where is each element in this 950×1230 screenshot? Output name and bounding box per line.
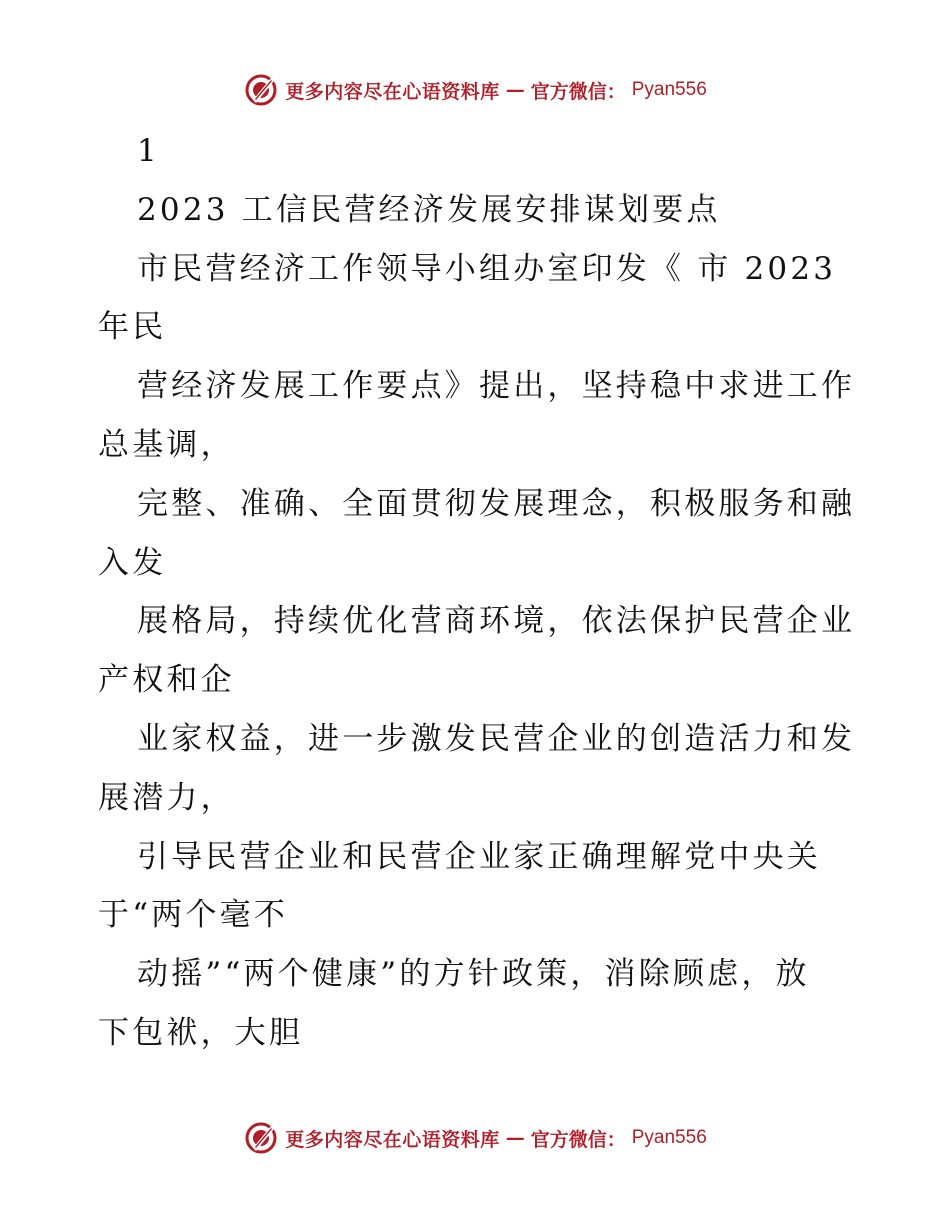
wechat-id: Pyan556 xyxy=(631,79,707,100)
footer-watermark xyxy=(0,1118,950,1158)
text-line: 完整、准确、全面贯彻发展理念，积极服务和融 xyxy=(137,485,856,522)
text-line: 产权和企 xyxy=(98,662,235,699)
quill-logo-icon xyxy=(243,72,279,108)
header-watermark xyxy=(0,70,950,110)
text-line: 于“两个毫不 xyxy=(98,897,289,934)
wechat-label: 官方微信： xyxy=(530,80,626,103)
brand-text: 更多内容尽在心语资料库 xyxy=(285,1128,500,1151)
document-body xyxy=(98,122,858,1063)
text-line: 业家权益，进一步激发民营企业的创造活力和发 xyxy=(137,720,856,757)
text-line: 动摇”“两个健康”的方针政策，消除顾虑，放 xyxy=(137,956,810,993)
text-line: 下包袱，大胆 xyxy=(98,1014,304,1051)
text-line: 入发 xyxy=(98,544,167,581)
wechat-label: 官方微信： xyxy=(530,1128,626,1151)
text-line: 展潜力， xyxy=(98,779,235,816)
text-line: 1 xyxy=(137,133,160,169)
brand-dash: — xyxy=(505,1127,525,1149)
text-line: 营经济发展工作要点》提出，坚持稳中求进工作 xyxy=(137,368,856,405)
text-line: 市民营经济工作领导小组办室印发《 市 2023 xyxy=(137,250,837,287)
text-line: 展格局，持续优化营商环境，依法保护民营企业 xyxy=(137,603,856,640)
brand-text: 更多内容尽在心语资料库 xyxy=(285,80,500,103)
text-line: 总基调， xyxy=(98,426,235,463)
brand-dash: — xyxy=(505,79,525,101)
text-line: 2023 工信民营经济发展安排谋划要点 xyxy=(137,191,721,228)
text-line: 引导民营企业和民营企业家正确理解党中央关 xyxy=(137,838,821,875)
wechat-id: Pyan556 xyxy=(631,1127,707,1148)
quill-logo-icon xyxy=(243,1120,279,1156)
text-line: 年民 xyxy=(98,309,167,346)
